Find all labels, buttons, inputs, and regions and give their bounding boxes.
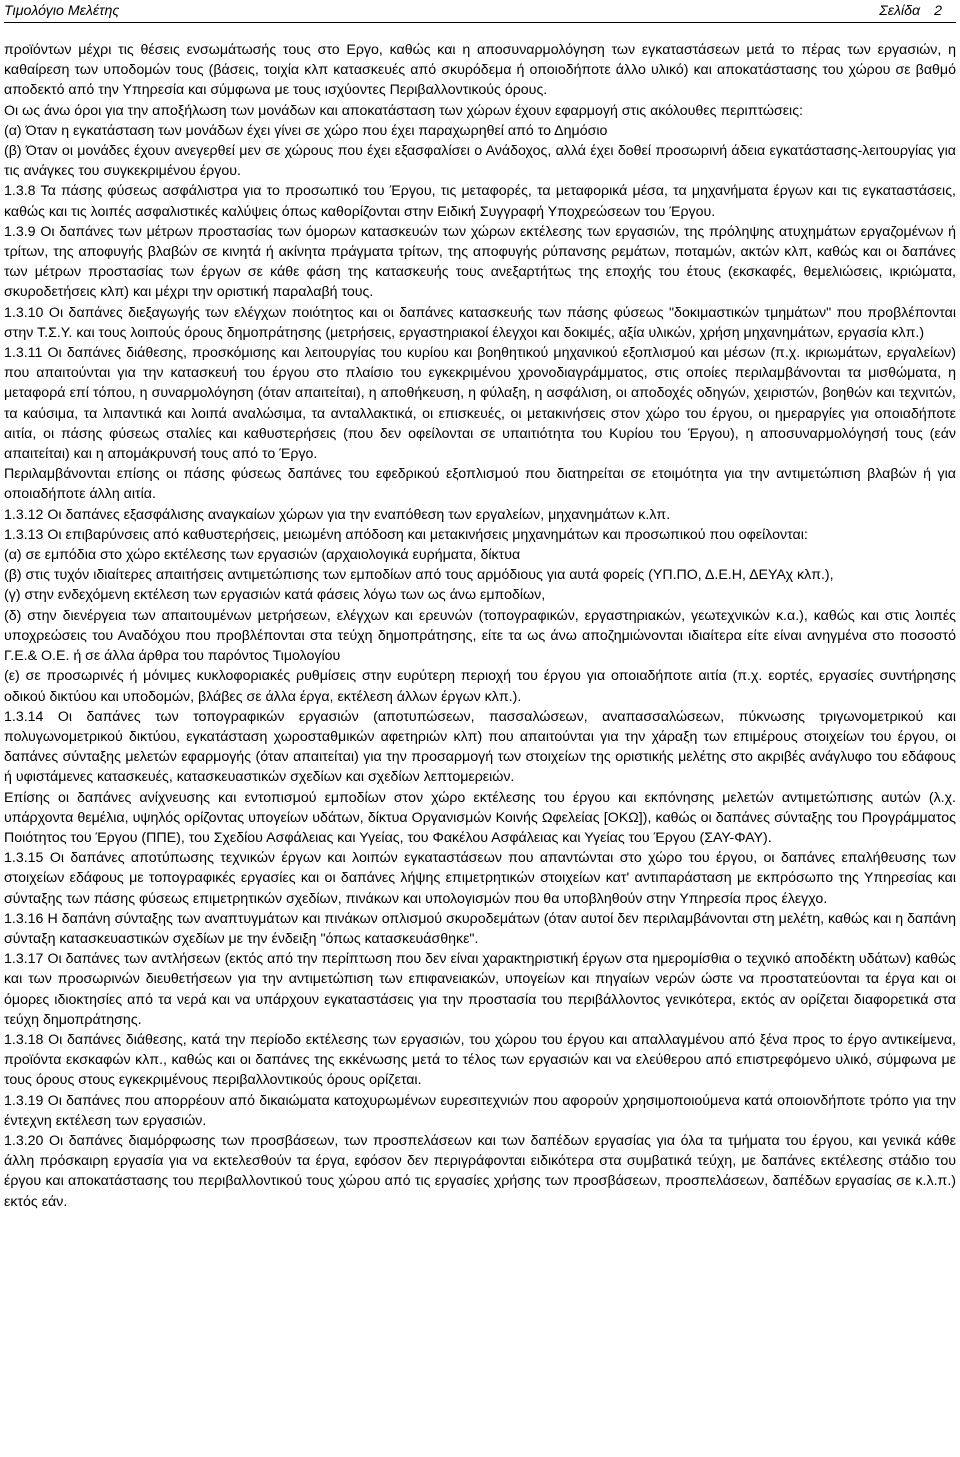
page-header [4,0,956,23]
paragraph: (γ) στην ενδεχόμενη εκτέλεση των εργασιών κατά φάσεις λόγω των ως άνω εμποδίων, [4,587,546,604]
paragraph: Περιλαμβάνονται επίσης οι πάσης φύσεως δαπάνες του εφεδρικού εξοπλισμού που διατηρείται σε ετοιμότητα για την αντιμετώπιση βλαβών ή για οποιαδήποτε άλλη αιτία. [4,466,956,503]
paragraph: 1.3.13 Οι επιβαρύνσεις από καθυστερήσεις, μειωμένη απόδοση και μετακινήσεις μηχανημάτων και προσωπικού που οφείλονται: [4,526,808,543]
paragraph: 1.3.14 Οι δαπάνες των τοπογραφικών εργασιών (αποτυπώσεων, πασσαλώσεων, αναπασσαλώσεων, πύκνωσης τριγωνομετρικού και πολυγωνομετρικού δικτύου, εγκατάσταση χωροσταθμικών αφετηριών κλπ) που απαιτούνται για την χάραξη των επιμέρους στοιχείων του έργου, οι δαπάνες σύνταξης μελετών εφαρμογής (όταν απαιτείται) για την προσαρμογή των στοιχείων της οριστικής μελέτης στο ακριβές ανάγλυφο του εδάφους ή υφιστάμενες κατασκευές, κατασκευαστικών σχεδίων και σχεδίων λεπτομερειών. [4,708,956,786]
paragraph: Επίσης οι δαπάνες ανίχνευσης και εντοπισμού εμποδίων στον χώρο εκτέλεσης του έργου και εκπόνησης μελετών αντιμετώπισης αυτών (λ.χ. υπάρχοντα θεμέλια, υψηλός ορίζοντας υπογείων υδάτων, δίκτυα Οργανισμών Κοινής Ωφελείας [ΟΚΩ]), καθώς οι δαπάνες σύνταξης του Προγράμματος Ποιότητος του Έργου (ΠΠΕ), του Σχεδίου Ασφάλειας και Υγείας, του Φακέλου Ασφάλειας και Υγείας του Έργου (ΣΑΥ-ΦΑΥ). [4,789,956,846]
page-indicator [879,0,942,22]
paragraph: (α) σε εμπόδια στο χώρο εκτέλεσης των εργασιών (αρχαιολογικά ευρήματα, δίκτυα [4,547,521,564]
paragraph: (δ) στην διενέργεια των απαιτουμένων μετρήσεων, ελέγχων και ερευνών (τοπογραφικών, εργαστηριακών, γεωτεχνικών κ.α.), καθώς και στις λοιπές υποχρεώσεις του Αναδόχου που προβλέπονται στα τεύχη δημοπράτησης, είτε τα ως άνω αποζημιώνονται ιδιαίτερα είτε είναι ανηγμένα στο ποσοστό Γ.Ε.& Ο.Ε. ή σε άλλα άρθρα του παρόντος Τιμολογίου [4,607,956,665]
paragraph: 1.3.19 Οι δαπάνες που απορρέουν από δικαιώματα κατοχυρωμένων ευρεσιτεχνιών που αφορούν χρησιμοποιούμενα κατά οποιονδήποτε τρόπο για την έντεχνη εκτέλεση των εργασιών. [4,1092,956,1129]
paragraph: 1.3.9 Οι δαπάνες των μέτρων προστασίας των όμορων κατασκευών των χώρων εκτέλεσης των εργασιών, της πρόληψης ατυχημάτων εργαζομένων ή τρίτων, της αποφυγής βλαβών σε κινητά ή ακίνητα πράγματα τρίτων, της αποφυγής ρύπανσης ρεμάτων, ποταμών, ακτών κλπ, καθώς και οι δαπάνες των μέτρων προστασίας των έργων σε κάθε φάση της κατασκευής τους ανεξαρτήτως της εποχής του έτους (εκσκαφές, θεμελιώσεις, ικριώματα, σκυροδετήσεις κλπ) και μέχρι την οριστική παραλαβή τους. [4,223,956,301]
page-number: 2 [934,3,942,19]
paragraph: 1.3.12 Οι δαπάνες εξασφάλισης αναγκαίων χώρων για την εναπόθεση των εργαλείων, μηχανημάτων κ.λπ. [4,506,671,523]
paragraph: (β) Όταν οι μονάδες έχουν ανεγερθεί μεν σε χώρους που έχει εξασφαλίσει ο Ανάδοχος, αλλά έχει δοθεί προσωρινή άδεια εγκατάστασης-λειτουργίας για τις ανάγκες του συγκεκριμένου έργου. [4,143,956,180]
paragraph: (α) Όταν η εγκατάσταση των μονάδων έχει γίνει σε χώρο που έχει παραχωρηθεί από το Δημόσιο [4,122,608,139]
paragraph: (ε) σε προσωρινές ή μόνιμες κυκλοφοριακές ρυθμίσεις στην ευρύτερη περιοχή του έργου για οποιαδήποτε αιτία (π.χ. εορτές, εργασίες συντήρησης οδικού δικτύου και υποδομών, βλάβες σε άλλα έργα, εκτέλεση άλλων έργων κλπ.). [4,668,956,705]
document-body [4,40,956,1212]
paragraph: 1.3.17 Οι δαπάνες των αντλήσεων (εκτός από την περίπτωση που δεν είναι χαρακτηριστική έργων στα ημερομίσθια ο τεχνικό αποδέκτη υδάτων) καθώς και των προσωρινών διευθετήσεων για την αντιμετώπιση των επιφανειακών, υπογείων και πηγαίων νερών ώστε να προστατεύονται τα έργα και οι όμορες ιδιοκτησίες από τα νερά και να υπάρχουν εγκαταστάσεις για την προστασία του περιβάλλοντος γενικότερα, εκτός αν ορίζεται διαφορετικά στα τεύχη δημοπράτησης. [4,951,956,1028]
paragraph: προϊόντων μέχρι τις θέσεις ενσωμάτωσής τους στο Εργο, καθώς και η αποσυναρμολόγηση των εγκαταστάσεων μετά το πέρας των εργασιών, η καθαίρεση των υποδομών τους (βάσεις, τοιχία κλπ κατασκευές από σκυρόδεμα ή οποιοδήποτε άλλο υλικό) και αποκατάστασης του χώρου σε βαθμό αποδεκτό από την Υπηρεσία και σύμφωνα με τους ισχύοντες Περιβαλλοντικούς όρους. [4,42,956,99]
paragraph: 1.3.8 Τα πάσης φύσεως ασφάλιστρα για το προσωπικό του Έργου, τις μεταφορές, τα μεταφορικά μέσα, τα μηχανήματα έργων και τις εγκαταστάσεις, καθώς και τις λοιπές ασφαλιστικές καλύψεις όπως καθορίζονται στην Ειδική Συγγραφή Υποχρεώσεων του Έργου. [4,183,956,220]
page-label: Σελίδα [879,3,921,19]
paragraph: 1.3.10 Οι δαπάνες διεξαγωγής των ελέγχων ποιότητος και οι δαπάνες κατασκευής των πάσης φύσεως "δοκιμαστικών τμημάτων" που προβλέπονται στην Τ.Σ.Υ. και τους λοιπούς όρους δημοπράτησης (μετρήσεις, εργαστηριακοί έλεγχοι και δοκιμές, αξία υλικών, χρήση μηχανημάτων, εργασία κλπ.) [4,304,956,341]
paragraph: (β) στις τυχόν ιδιαίτερες απαιτήσεις αντιμετώπισης των εμποδίων από τους αρμόδιους για αυτά φορείς (ΥΠ.ΠΟ, Δ.Ε.Η, ΔΕΥΑχ κλπ.), [4,567,834,584]
paragraph: Οι ως άνω όροι για την αποξήλωση των μονάδων και αποκατάσταση των χώρων έχουν εφαρμογή στις ακόλουθες περιπτώσεις: [4,102,803,119]
paragraph: 1.3.16 Η δαπάνη σύνταξης των αναπτυγμάτων και πινάκων οπλισμού σκυροδεμάτων (όταν αυτοί δεν περιλαμβάνονται στη μελέτη, καθώς και η δαπάνη σύνταξη κατασκευαστικών σχεδίων με την ένδειξη "όπως κατασκευάσθηκε". [4,910,956,947]
paragraph: 1.3.18 Οι δαπάνες διάθεσης, κατά την περίοδο εκτέλεσης των εργασιών, του χώρου του έργου και απαλλαγμένου από ξένα προς το έργο αντικείμενα, προϊόντα εκσκαφών κλπ., καθώς και οι δαπάνες της εκκένωσης μετά το τέλος των εργασιών και να ελεύθερου από επιστρεφόμενο υλικό, σύμφωνα με τους όρους στους εγκεκριμένους περιβαλλοντικούς όρους ορίζεται. [4,1031,956,1089]
paragraph: 1.3.20 Οι δαπάνες διαμόρφωσης των προσβάσεων, των προσπελάσεων και των δαπέδων εργασίας για όλα τα τμήματα του έργου, και γενικά κάθε άλλη πρόσκαιρη εργασία για να εκτελεσθούν τα έργα, εφόσον δεν περιγράφονται ειδικότερα στα συμβατικά τεύχη, με δαπάνες εκτέλεσης στάδιο του έργου και αποκατάστασης του περιβαλλοντικού τους χώρου από τις εργασίες χρήσης των προσβάσεων, προσπελάσεων, δαπέδων εργασίας σε κ.λ.π.) εκτός εάν. [4,1132,956,1210]
paragraph: 1.3.11 Οι δαπάνες διάθεσης, προσκόμισης και λειτουργίας του κυρίου και βοηθητικού μηχανικού εξοπλισμού και μέσων (π.χ. ικριωμάτων, εργαλείων) που απαιτούνται για την κατασκευή του έργου στο πλαίσιο του εγκεκριμένου χρονοδιαγράμματος, στις οποίες περιλαμβάνονται τα μισθώματα, η μεταφορά επί τόπου, η συναρμολόγηση (όταν απαιτείται), η αποθήκευση, η φύλαξη, η ασφάλιση, οι αποδοχές οδηγών, χειριστών, βοηθών και τεχνιτών, τα καύσιμα, τα λιπαντικά και λοιπά αναλώσιμα, τα ανταλλακτικά, οι επισκευές, οι μετακινήσεις στον χώρο του έργου, οι ημεραργίες για οποιαδήποτε αιτία, οι πάσης φύσεως σταλίες και καθυστερήσεις (που δεν οφείλονται σε υπαιτιότητα του Κυρίου του Έργου), η αποσυναρμολόγησή τους (εάν απαιτείται) και η απομάκρυνσή τους από το Έργο. [4,345,956,463]
document-title: Τιμολόγιο Μελέτης [4,3,120,19]
paragraph: 1.3.15 Οι δαπάνες αποτύπωσης τεχνικών έργων και λοιπών εγκαταστάσεων που απαντώνται στο χώρο του έργου, οι δαπάνες επαλήθευσης των στοιχείων εδάφους με τοπογραφικές εργασίες και οι δαπάνες λήψης επιμετρητικών στοιχείων κατ' αντιπαράσταση με εκπρόσωπο της Υπηρεσίας και σύνταξης των πάσης φύσεως επιμετρητικών σχεδίων, πινάκων και υπολογισμών που θα υποβληθούν στην Υπηρεσία προς έλεγχο. [4,850,956,907]
